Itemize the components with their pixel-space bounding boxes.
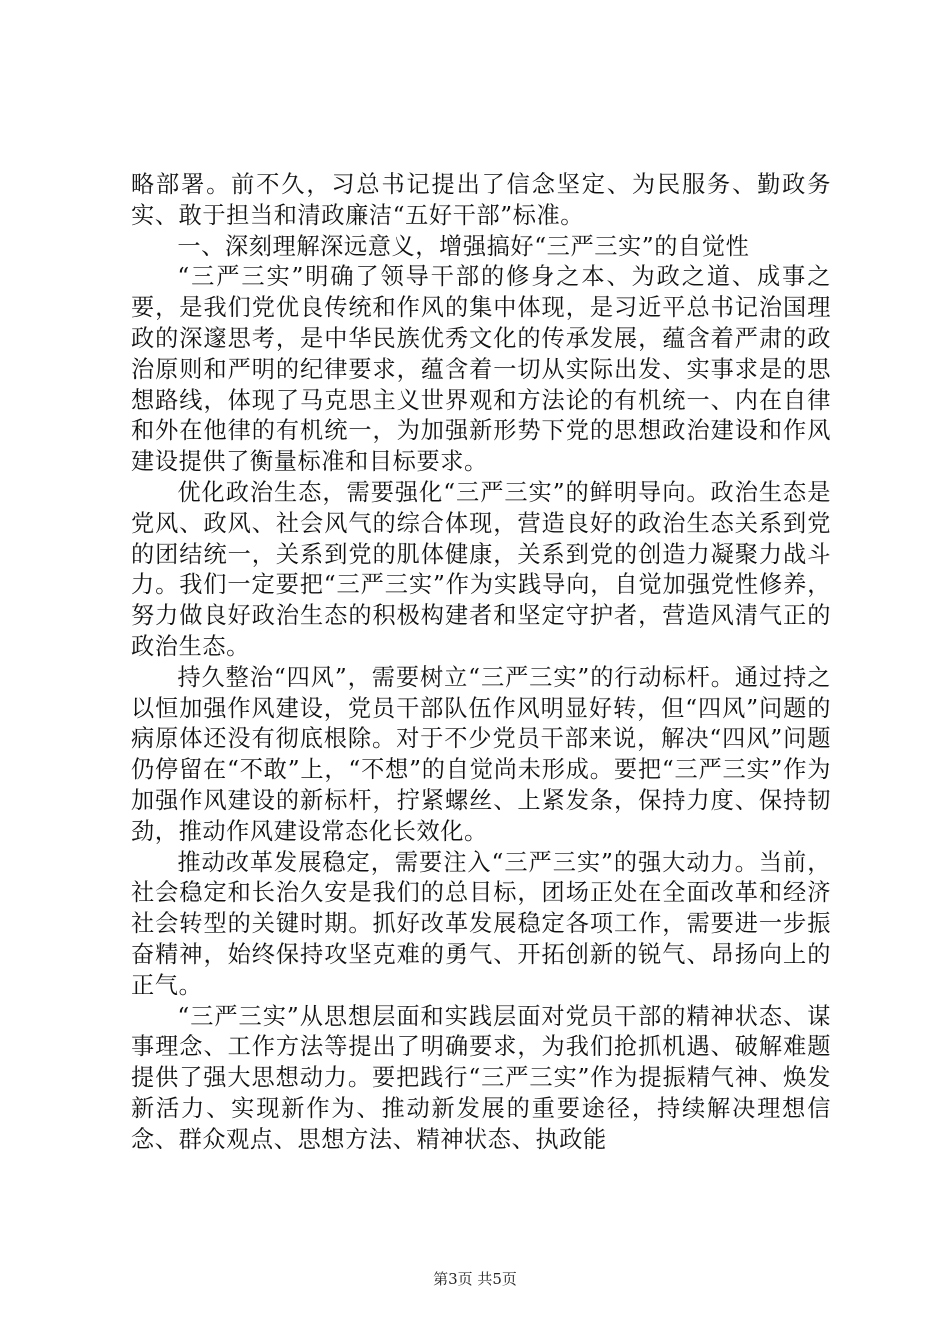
paragraph-4: 持久整治“四风”，需要树立“三严三实”的行动标杆。通过持之以恒加强作风建设，党员干部队伍作风明显好转，但“四风”问题的病原体还没有彻底根除。对于不少党员干部来说，解决“四风”问题仍停留在“不敢”上，“不想”的自觉尚未形成。要把“三严三实”作为加强作风建设的新标杆，拧紧螺丝、上紧发条，保持力度、保持韧劲，推动作风建设常态化长效化。 — [131, 663, 831, 845]
paragraph-2: “三严三实”明确了领导干部的修身之本、为政之道、成事之要，是我们党优良传统和作风的集中体现，是习近平总书记治国理政的深邃思考，是中华民族优秀文化的传承发展，蕴含着严肃的政治原则和严明的纪律要求，蕴含着一切从实际出发、实事求是的思想路线，体现了马克思主义世界观和方法论的有机统一、内在自律和外在他律的有机统一，为加强新形势下党的思想政治建设和作风建设提供了衡量标准和目标要求。 — [131, 263, 831, 476]
paragraph-6: “三严三实”从思想层面和实践层面对党员干部的精神状态、谋事理念、工作方法等提出了明确要求，为我们抢抓机遇、破解难题提供了强大思想动力。要把践行“三严三实”作为提振精气神、焕发新活力、实现新作为、推动新发展的重要途径，持续解决理想信念、群众观点、思想方法、精神状态、执政能 — [131, 1002, 831, 1153]
paragraph-5: 推动改革发展稳定，需要注入“三严三实”的强大动力。当前，社会稳定和长治久安是我们的总目标，团场正处在全面改革和经济社会转型的关键时期。抓好改革发展稳定各项工作，需要进一步振奋精神，始终保持攻坚克难的勇气、开拓创新的锐气、昂扬向上的正气。 — [131, 848, 831, 999]
document-body — [131, 170, 831, 1156]
paragraph-1: 略部署。前不久，习总书记提出了信念坚定、为民服务、勤政务实、敢于担当和清政廉洁“五好干部”标准。 — [131, 171, 831, 229]
paragraph-3: 优化政治生态，需要强化“三严三实”的鲜明导向。政治生态是党风、政风、社会风气的综合体现，营造良好的政治生态关系到党的团结统一，关系到党的肌体健康，关系到党的创造力凝聚力战斗力。我们一定要把“三严三实”作为实践导向，自觉加强党性修养，努力做良好政治生态的积极构建者和坚定守护者，营造风清气正的政治生态。 — [131, 478, 831, 660]
section-heading-1: 一、深刻理解深远意义，增强搞好“三严三实”的自觉性 — [177, 232, 750, 260]
page-number-label: 第3页 共5页 — [433, 1270, 517, 1288]
page-footer — [0, 1269, 950, 1289]
